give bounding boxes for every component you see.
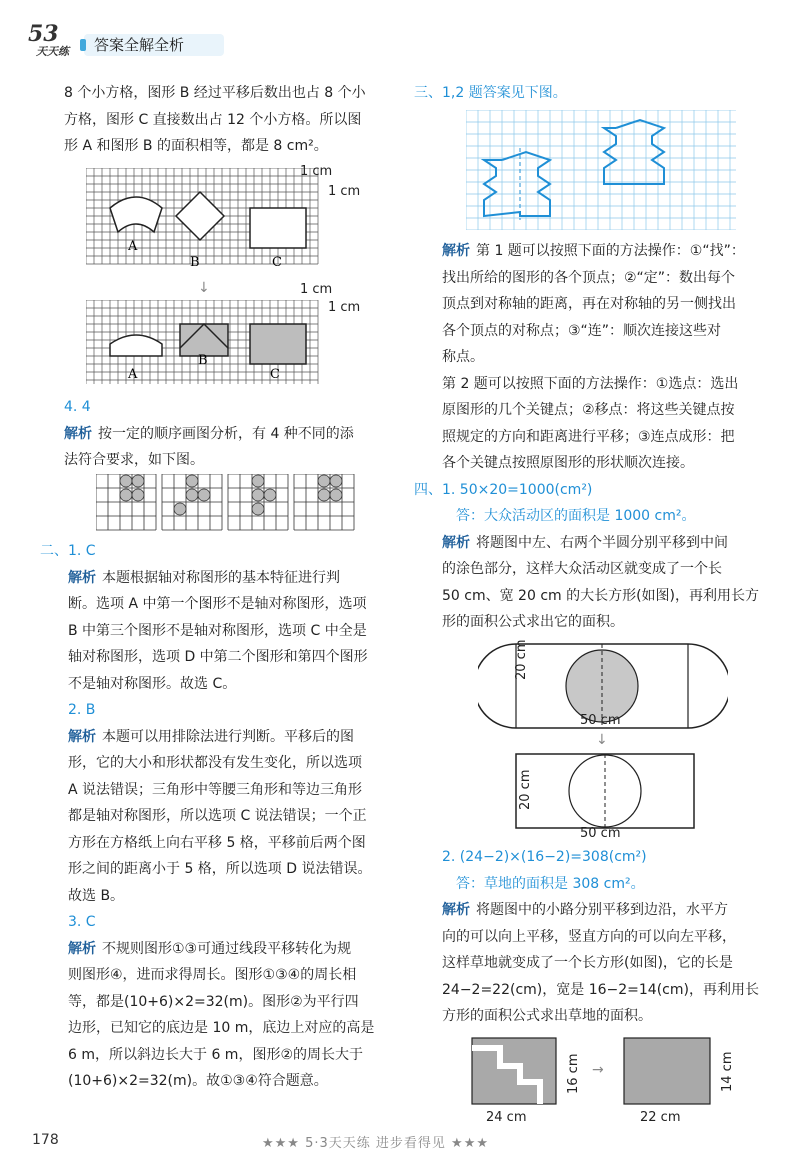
text-line: 则图形④，进而求得周长。图形①③④的周长相 bbox=[68, 967, 357, 983]
text-line: 等，都是(10+6)×2=32(m)。图形②为平行四 bbox=[68, 993, 359, 1010]
section-banner: 答案全解全析 bbox=[84, 34, 224, 56]
pattern-circle bbox=[132, 489, 144, 501]
text-line: 故选 B。 bbox=[68, 887, 125, 904]
text-line: 的涂色部分，这样大众活动区就变成了一个长 bbox=[442, 561, 722, 577]
grid-figure-original bbox=[86, 168, 366, 278]
question-2-formula: 2. (24−2)×(16−2)=308(cm²) bbox=[442, 849, 647, 865]
section-two bbox=[40, 538, 394, 1095]
pattern-circle bbox=[186, 475, 198, 487]
lawn-result-rect bbox=[624, 1038, 710, 1104]
text-line: 方形在方格纸上向右平移 5 格，平移前后两个图 bbox=[68, 834, 366, 851]
height-label: 16 cm bbox=[566, 1053, 581, 1094]
section-3-heading: 三、1,2 题答案见下图。 bbox=[414, 85, 567, 101]
pattern-circle bbox=[252, 489, 264, 501]
brand-logo bbox=[28, 22, 84, 62]
width-label: 50 cm bbox=[580, 826, 621, 841]
text-line: 都是轴对称图形，所以选项 C 说法错误；一个正 bbox=[68, 808, 367, 824]
text-line: 轴对称图形，选项 D 中第二个图形和第四个图形 bbox=[68, 649, 368, 665]
height-label: 20 cm bbox=[514, 639, 529, 680]
text-line: 将题图中左、右两个半圆分别平移到中间 bbox=[476, 534, 728, 551]
grid-figure-translated bbox=[86, 300, 366, 390]
pattern-circle bbox=[318, 489, 330, 501]
unit-label-side: 1 cm bbox=[328, 300, 361, 315]
page-number: 178 bbox=[32, 1132, 59, 1148]
shape-c-rect bbox=[250, 208, 306, 248]
arrow-right-icon: → bbox=[592, 1062, 604, 1078]
shape-c-moved bbox=[250, 324, 306, 364]
analysis-label: 解析 bbox=[442, 534, 470, 551]
text-line: 8 个小方格，图形 B 经过平移后数出也占 8 个小 bbox=[64, 85, 366, 101]
question-4-answer: 4. 4 bbox=[64, 399, 91, 415]
text-line: 形，它的大小和形状都没有发生变化，所以选项 bbox=[68, 755, 362, 771]
lawn-result-figure bbox=[622, 1036, 714, 1108]
text-line: 本题可以用排除法进行判断。平移后的图 bbox=[102, 728, 354, 745]
pattern-circle bbox=[120, 475, 132, 487]
text-line: 形之间的距离小于 5 格，所以选项 D 说法错误。 bbox=[68, 861, 372, 877]
text-line: 各个顶点的对称点；③“连”：顺次连接这些对 bbox=[442, 322, 722, 339]
right-analysis bbox=[414, 238, 774, 636]
text-line: (10+6)×2=32(m)。故①③④符合题意。 bbox=[68, 1073, 328, 1089]
text-line: 第 1 题可以按照下面的方法操作：①“找”： bbox=[476, 243, 745, 259]
text-line: 按一定的顺序画图分析，有 4 种不同的添 bbox=[98, 425, 354, 442]
left-column-lower bbox=[64, 394, 394, 474]
text-line: B 中第三个图形不是轴对称图形，选项 C 中全是 bbox=[68, 622, 367, 639]
analysis-label: 解析 bbox=[442, 243, 470, 259]
text-line: 本题根据轴对称图形的基本特征进行判 bbox=[102, 569, 340, 586]
footer-slogan: ★★★ 5·3天天练 进步看得见 ★★★ bbox=[262, 1136, 489, 1151]
pattern-circle bbox=[330, 475, 342, 487]
text-line: 照规定的方向和距离进行平移；③连点成形：把 bbox=[442, 428, 735, 445]
text-line: 顶点到对称轴的距离，再在对称轴的另一侧找出 bbox=[442, 296, 736, 312]
height-label: 14 cm bbox=[720, 1051, 735, 1092]
pattern-circle bbox=[198, 489, 210, 501]
analysis-label: 解析 bbox=[68, 569, 96, 586]
shape-a-arc bbox=[110, 197, 162, 232]
symmetric-shape bbox=[484, 152, 550, 216]
arrow-down-icon: ↓ bbox=[198, 280, 210, 296]
analysis-label: 解析 bbox=[442, 902, 470, 918]
label-b: B bbox=[198, 353, 208, 368]
text-line: 不规则图形①③可通过线段平移转化为规 bbox=[102, 940, 352, 957]
analysis-label: 解析 bbox=[68, 728, 96, 745]
label-a: A bbox=[128, 367, 138, 382]
text-line: 形的面积公式求出它的面积。 bbox=[442, 614, 624, 630]
pattern-circle bbox=[264, 489, 276, 501]
lawn-with-path-figure bbox=[470, 1036, 560, 1108]
question-3-answer: 3. C bbox=[68, 914, 96, 930]
question-2-answer: 2. B bbox=[68, 702, 96, 718]
label-c: C bbox=[272, 255, 282, 270]
pattern-circle bbox=[252, 503, 264, 515]
width-label: 22 cm bbox=[640, 1110, 681, 1125]
width-label: 50 cm bbox=[580, 713, 621, 728]
text-line: 不是轴对称图形。故选 C。 bbox=[68, 675, 237, 692]
height-label: 20 cm bbox=[518, 769, 533, 810]
text-line: 形 A 和图形 B 的面积相等，都是 8 cm²。 bbox=[64, 138, 328, 154]
label-c: C bbox=[270, 367, 280, 382]
arrow-down-icon: ↓ bbox=[596, 732, 608, 748]
pattern-circle bbox=[252, 475, 264, 487]
pattern-circle bbox=[186, 489, 198, 501]
left-column bbox=[64, 80, 394, 160]
section-4-q1-answer: 四、1. 50×20=1000(cm²) bbox=[414, 481, 593, 498]
rectangle-result-figure bbox=[514, 752, 698, 832]
text-line: 50 cm、宽 20 cm 的大长方形(如图)，再利用长方 bbox=[442, 587, 760, 604]
text-line: A 说法错误；三角形中等腰三角形和等边三角形 bbox=[68, 781, 363, 798]
text-line: 将题图中的小路分别平移到边沿，水平方 bbox=[476, 902, 728, 918]
text-line: 称点。 bbox=[442, 349, 484, 365]
text-line: 原图形的几个关键点；②移点：将这些关键点按 bbox=[442, 402, 735, 418]
text-line: 方格，图形 C 直接数出占 12 个小方格。所以图 bbox=[64, 111, 362, 128]
text-line: 这样草地就变成了一个长方形(如图)，它的长是 bbox=[442, 955, 733, 971]
label-a: A bbox=[128, 239, 138, 254]
unit-label-top: 1 cm bbox=[300, 282, 333, 297]
logo-subtext: 天天练 bbox=[36, 45, 69, 58]
unit-label-side: 1 cm bbox=[328, 184, 361, 199]
text-line: 第 2 题可以按照下面的方法操作：①选点：选出 bbox=[442, 375, 739, 392]
analysis-label: 解析 bbox=[64, 425, 92, 442]
pattern-circle bbox=[132, 475, 144, 487]
analysis-label: 解析 bbox=[68, 940, 96, 957]
text-line: 6 m，所以斜边长大于 6 m，图形②的周长大于 bbox=[68, 1046, 363, 1063]
text-line: 24−2=22(cm)，宽是 16−2=14(cm)，再利用长 bbox=[442, 981, 759, 998]
pattern-circle bbox=[174, 503, 186, 515]
unit-label-top: 1 cm bbox=[300, 164, 333, 179]
text-line: 向的可以向上平移，竖直方向的可以向左平移， bbox=[442, 928, 736, 945]
section-three-head bbox=[414, 80, 774, 107]
answer-line: 答：大众活动区的面积是 1000 cm²。 bbox=[456, 508, 696, 524]
text-line: 各个关键点按照原图形的形状顺次连接。 bbox=[442, 455, 694, 471]
width-label: 24 cm bbox=[486, 1110, 527, 1125]
label-b: B bbox=[190, 255, 200, 270]
logo-text: 53 bbox=[28, 21, 59, 47]
section-four-q2 bbox=[414, 844, 774, 1030]
page-footer bbox=[0, 1130, 800, 1160]
pattern-circle bbox=[318, 475, 330, 487]
text-line: 断。选项 A 中第一个图形不是轴对称图形，选项 bbox=[68, 596, 367, 612]
text-line: 法符合要求，如下图。 bbox=[64, 452, 204, 468]
pattern-circle bbox=[120, 489, 132, 501]
section-2-q1-answer: 二、1. C bbox=[40, 543, 96, 559]
text-line: 方形的面积公式求出草地的面积。 bbox=[442, 1008, 652, 1024]
answer-line: 答：草地的面积是 308 cm²。 bbox=[456, 875, 645, 892]
text-line: 边形，已知它的底边是 10 m，底边上对应的高是 bbox=[68, 1020, 375, 1036]
shape-b-diamond bbox=[176, 192, 224, 240]
symmetry-translation-grid bbox=[466, 110, 736, 230]
fill-patterns-figure bbox=[96, 474, 356, 532]
pattern-circle bbox=[330, 489, 342, 501]
text-line: 找出所给的图形的各个顶点；②“定”：数出每个 bbox=[442, 269, 736, 286]
